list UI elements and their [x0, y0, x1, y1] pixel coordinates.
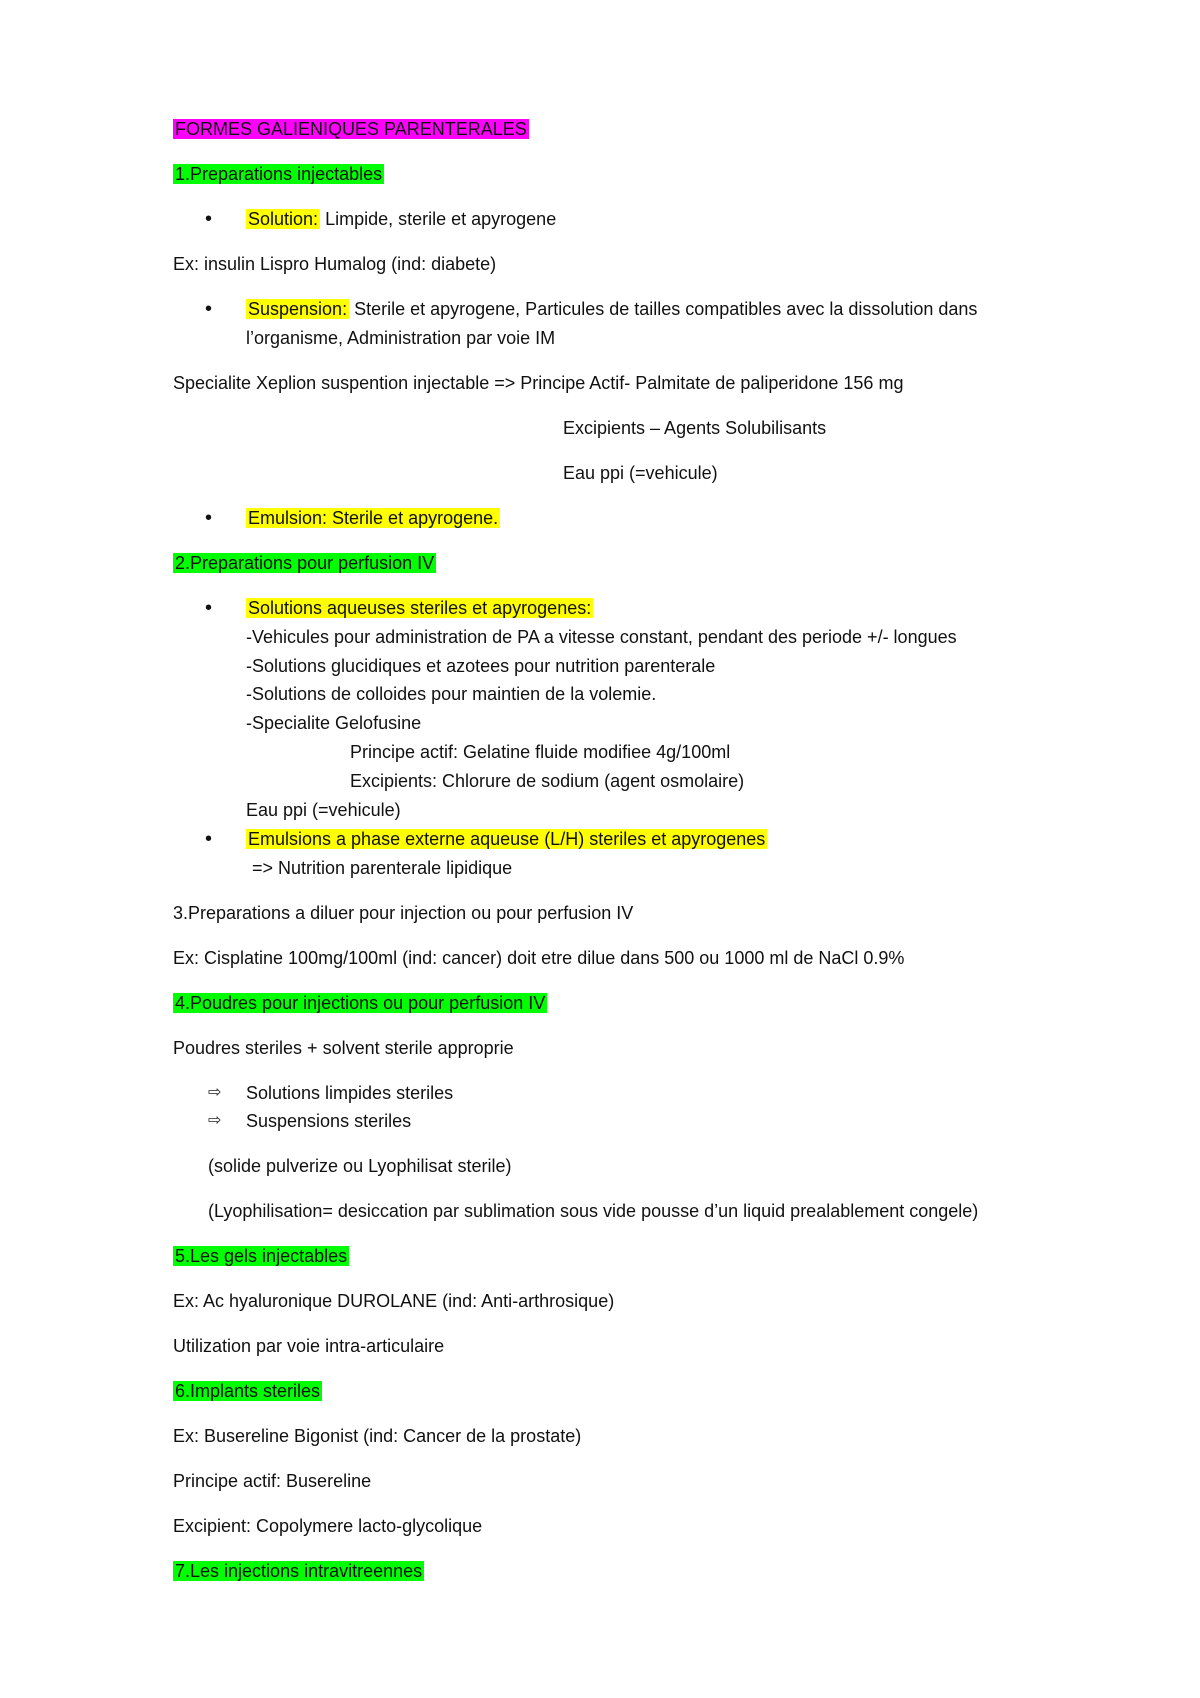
sub-line: Eau ppi (=vehicule) [246, 800, 401, 820]
example-busereline: Ex: Busereline Bigonist (ind: Cancer de la prostate) [173, 1426, 582, 1446]
list-item-suspension-cont: l’organisme, Administration par voie IM [246, 328, 556, 348]
arrow-item: Suspensions steriles [246, 1111, 412, 1131]
excipient-line: Excipient: Copolymere lacto-glycolique [173, 1516, 483, 1536]
sub-line: Principe actif: Gelatine fluide modifiee 4g/100ml [350, 742, 731, 762]
list-item-emulsions: Emulsions a phase externe aqueuse (L/H) steriles et apyrogenes [248, 829, 766, 849]
bullet-icon: • [205, 507, 213, 529]
section-heading-3: 3.Preparations a diluer pour injection ou pour perfusion IV [173, 903, 634, 923]
bullet-icon: • [205, 298, 213, 320]
list-item-suspension: Suspension: Sterile et apyrogene, Particules de tailles compatibles avec la dissolution dans [248, 299, 978, 319]
example-cisplatine: Ex: Cisplatine 100mg/100ml (ind: cancer) doit etre dilue dans 500 ou 1000 ml de NaCl 0.9% [173, 948, 905, 968]
section-heading-1: 1.Preparations injectables [175, 164, 383, 184]
eau-ppi-line: Eau ppi (=vehicule) [563, 463, 718, 483]
section-heading-4: 4.Poudres pour injections ou pour perfusion IV [175, 993, 546, 1013]
poudres-line: Poudres steriles + solvent sterile approprie [173, 1038, 514, 1058]
list-item-emulsion: Emulsion: Sterile et apyrogene. [248, 508, 499, 528]
bullet-icon: • [205, 208, 213, 230]
principe-actif-line: Principe actif: Busereline [173, 1471, 372, 1491]
excipients-line: Excipients – Agents Solubilisants [563, 418, 827, 438]
bullet-icon: • [205, 828, 213, 850]
lyophilisation-line: (Lyophilisation= desiccation par sublimation sous vide pousse d’un liquid prealablement congele) [208, 1201, 979, 1221]
list-item-solutions-aqueuses: Solutions aqueuses steriles et apyrogenes: [248, 598, 592, 618]
arrow-right-icon: ⇨ [208, 1112, 222, 1129]
sub-line: -Vehicules pour administration de PA a vitesse constant, pendant des periode +/- longues [246, 627, 957, 647]
example-insulin: Ex: insulin Lispro Humalog (ind: diabete) [173, 254, 497, 274]
section-heading-2: 2.Preparations pour perfusion IV [175, 553, 435, 573]
arrow-right-icon: ⇨ [208, 1084, 222, 1101]
sub-line: Excipients: Chlorure de sodium (agent osmolaire) [350, 771, 745, 791]
sub-line: => Nutrition parenterale lipidique [252, 858, 513, 878]
list-item-solution: Solution: Limpide, sterile et apyrogene [248, 209, 557, 229]
section-heading-7: 7.Les injections intravitreennes [175, 1561, 423, 1581]
utilization-line: Utilization par voie intra-articulaire [173, 1336, 445, 1356]
arrow-item: Solutions limpides steriles [246, 1083, 454, 1103]
sub-line: -Solutions de colloides pour maintien de la volemie. [246, 684, 657, 704]
section-heading-6: 6.Implants steriles [175, 1381, 321, 1401]
solide-line: (solide pulverize ou Lyophilisat sterile) [208, 1156, 512, 1176]
sub-line: -Specialite Gelofusine [246, 713, 422, 733]
specialite-xeplion: Specialite Xeplion suspention injectable => Principe Actif- Palmitate de paliperidone 156 mg [173, 373, 904, 393]
example-durolane: Ex: Ac hyaluronique DUROLANE (ind: Anti-arthrosique) [173, 1291, 615, 1311]
document-title: FORMES GALIENIQUES PARENTERALES [175, 119, 527, 139]
bullet-icon: • [205, 597, 213, 619]
section-heading-5: 5.Les gels injectables [175, 1246, 348, 1266]
sub-line: -Solutions glucidiques et azotees pour nutrition parenterale [246, 656, 716, 676]
